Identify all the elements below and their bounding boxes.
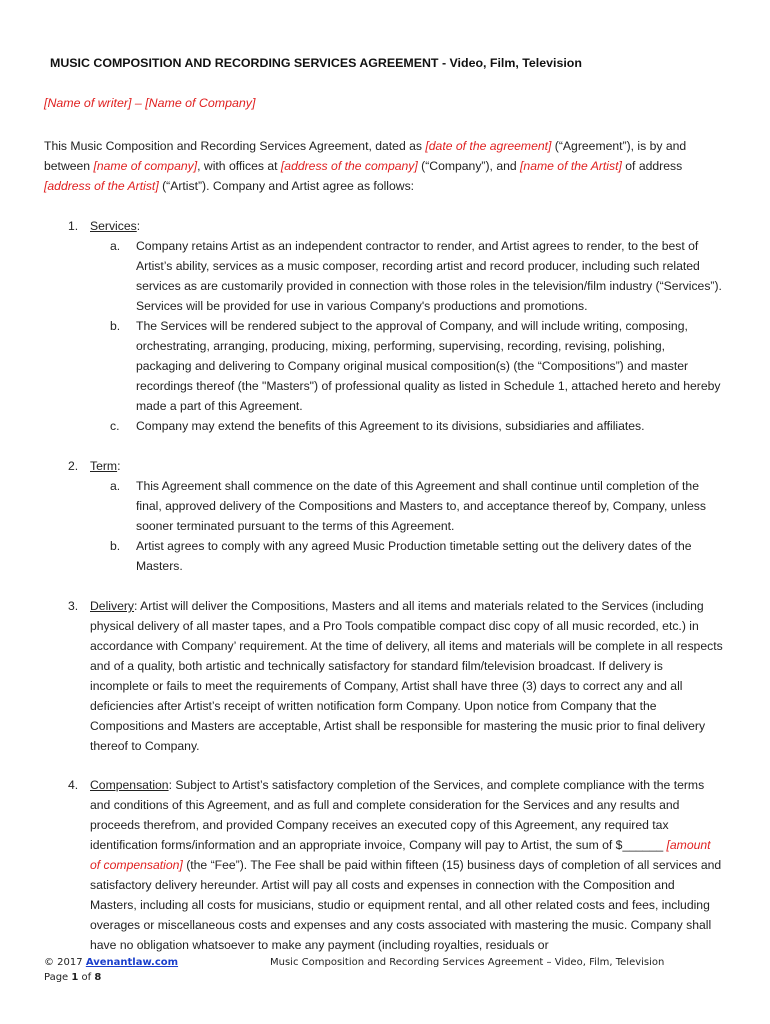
- copyright-text: © 2017: [44, 957, 86, 968]
- section-text: : Subject to Artist’s satisfactory completion of the Services, and complete compliance with the terms and conditions of this Agreement, and as full and complete consideration for the Services and any results and proceeds therefrom, and provided Company receives an executed copy of this Agreement, any required tax identification forms/information and an appropriate invoice, Company will pay to Artist, the sum of $______: [90, 778, 705, 852]
- intro-text: This Music Composition and Recording Services Agreement, dated as: [44, 139, 426, 153]
- placeholder-artist-address: [address of the Artist]: [44, 179, 159, 193]
- intro-text: of address: [621, 159, 683, 173]
- clause-label: a.: [110, 239, 121, 253]
- footer-page-number: [44, 970, 734, 985]
- website-link[interactable]: Avenantlaw.com: [85, 957, 179, 968]
- section-heading: [90, 456, 120, 476]
- placeholder-artist: [name of the Artist]: [520, 159, 622, 173]
- clause-text: This Agreement shall commence on the date of this Agreement and shall continue until completion of the final, approved delivery of the Compositions and Masters to, and acceptance thereof by, Company, unless sooner terminated pursuant to the terms of this Agreement.: [136, 479, 706, 533]
- document-title: MUSIC COMPOSITION AND RECORDING SERVICES AGREEMENT - Video, Film, Television: [50, 56, 582, 70]
- page-total: 8: [94, 972, 102, 983]
- section-number: 2.: [68, 459, 79, 473]
- document-subtitle: [Name of writer] – [Name of Company]: [44, 96, 256, 110]
- section-number: 4.: [68, 778, 79, 792]
- section-heading-text: Term: [90, 459, 118, 473]
- clause-text: Artist agrees to comply with any agreed Music Production timetable setting out the delivery dates of the Masters.: [136, 539, 692, 573]
- footer-doc-title: Music Composition and Recording Services Agreement – Video, Film, Television: [270, 957, 665, 968]
- section-text: : Artist will deliver the Compositions, Masters and all items and materials related to the Services (including physical delivery of all master tapes, and a Pro Tools compatible compact disc copy of all music recorded, etc.) in accordance with Company’ requirement. At the time of delivery, all items and materials will be complete in all respects and of a quality, both artistic and technically satisfactory for standard film/television broadcast. If delivery is incomplete or fails to meet the requirements of Company, Artist shall have three (3) days to correct any and all deficiencies after Artist’s receipt of written notification form Company. Upon notice from Company that the Compositions and Masters are acceptable, Artist shall be responsible for mastering the music prior to final delivery thereof to Company.: [90, 599, 723, 753]
- placeholder-company-address: [address of the company]: [280, 159, 418, 173]
- section-heading-text: Delivery: [90, 599, 135, 613]
- section-text: (the “Fee”). The Fee shall be paid within fifteen (15) business days of completion of all services and satisfactory delivery hereunder. Artist will pay all costs and expenses in connection with the Composition and Masters, including all costs for musicians, studio or equipment rental, and all other related costs and fees, including overages or miscellaneous costs and expenses and any costs associated with mastering the music. Company shall have no obligation whatsoever to make any payment (including royalties, residuals or: [90, 858, 722, 952]
- clause-text: Company retains Artist as an independent contractor to render, and Artist agrees to render, to the best of Artist’s ability, services as a music composer, recording artist and record producer, including such related services as are customarily provided in connection with those roles in the television/film industry (“Services”). Services will be provided for use in various Company's productions and promotions.: [136, 239, 722, 313]
- placeholder-date: [date of the agreement]: [425, 139, 552, 153]
- section-heading-text: Compensation: [90, 778, 169, 792]
- clause-text: The Services will be rendered subject to the approval of Company, and will include writing, composing, orchestrating, arranging, producing, mixing, performing, supervising, recording, revising, polishing, packaging and delivering to Company original musical composition(s) (the “Compositions”) and master recordings thereof (the "Masters") of professional quality as listed in Schedule 1, attached hereto and hereby made a part of this Agreement.: [136, 319, 721, 413]
- intro-text: , with offices at: [197, 159, 281, 173]
- clause-label: b.: [110, 319, 121, 333]
- clause-label: b.: [110, 539, 121, 553]
- intro-text: (“Company”), and: [417, 159, 521, 173]
- intro-text: (“Artist”). Company and Artist agree as follows:: [158, 179, 415, 193]
- clause-label: a.: [110, 479, 121, 493]
- page-current: 1: [71, 972, 79, 983]
- section-number: 3.: [68, 599, 79, 613]
- section-number: 1.: [68, 219, 79, 233]
- intro-text: (“Agreement”), is by and between: [44, 139, 687, 173]
- page-word: Page: [44, 972, 72, 983]
- placeholder-company: [name of company]: [93, 159, 198, 173]
- page-footer: [44, 955, 734, 985]
- section-heading-colon: :: [117, 459, 121, 473]
- section-body: [90, 596, 724, 756]
- placeholder-amount: [amount of compensation]: [90, 838, 711, 872]
- clause-text: Company may extend the benefits of this Agreement to its divisions, subsidiaries and affiliates.: [136, 419, 645, 433]
- section-body: [90, 775, 724, 955]
- clause-label: c.: [110, 419, 120, 433]
- intro-paragraph: [44, 136, 724, 196]
- page-of: of: [78, 972, 95, 983]
- section-heading: [90, 216, 140, 236]
- section-heading-text: Services: [90, 219, 137, 233]
- section-heading-colon: :: [136, 219, 141, 233]
